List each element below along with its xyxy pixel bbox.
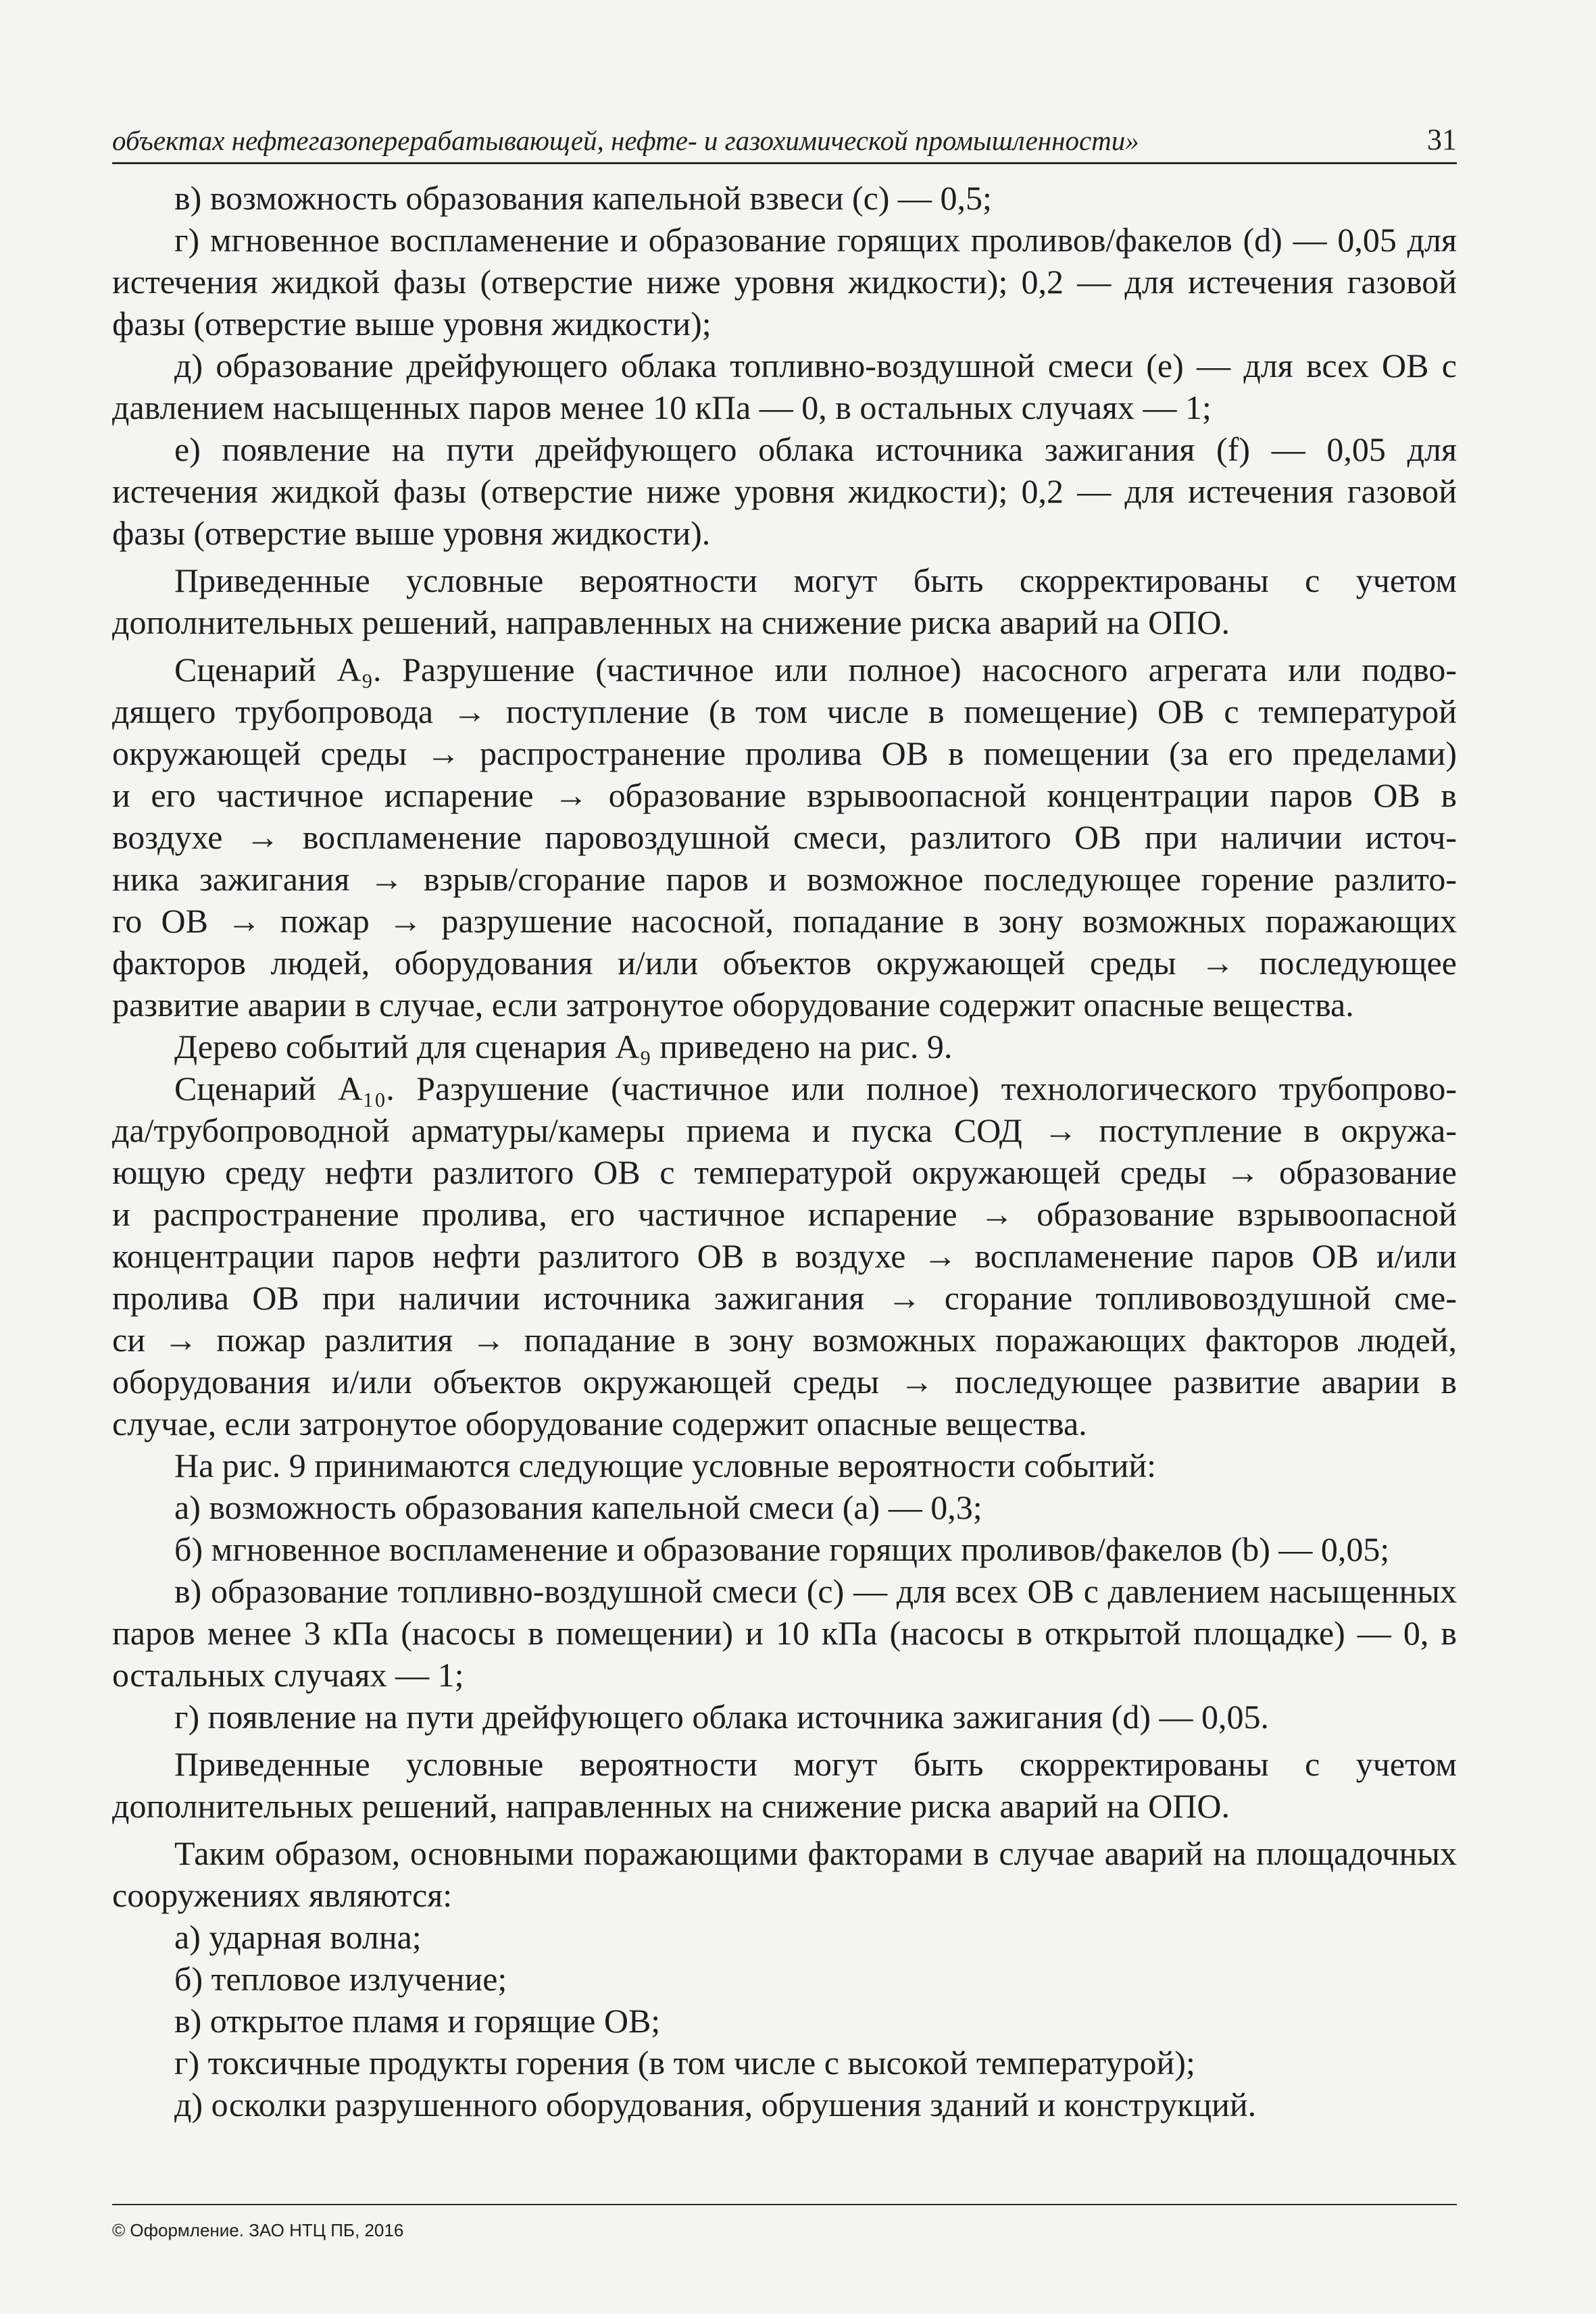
text-line: дящего трубопровода → поступление (в том числе в помещение) ОВ с температурой — [112, 693, 1457, 730]
list-item-open-flame: в) открытое пламя и горящие ОВ; — [174, 2002, 661, 2040]
list-item-fragments: д) осколки разрушенного оборудования, обрушения зданий и конструкций. — [174, 2086, 1257, 2123]
list-item-shock-wave: а) ударная волна; — [174, 1918, 422, 1956]
list-item-thermal-radiation: б) тепловое излучение; — [174, 1960, 507, 1998]
text-line: Сценарий А₉. Разрушение (частичное или полное) насосного агрегата или подво- — [174, 651, 1457, 688]
running-title: объектах нефтегазоперерабатывающей, нефте- и газохимической промышленности» — [112, 125, 1139, 156]
paragraph-probabilities-intro: На рис. 9 принимаются следующие условные вероятности событий: — [174, 1447, 1157, 1484]
page-header — [112, 122, 1457, 164]
text-line: оборудования и/или объектов окружающей среды → последующее развитие аварии в — [112, 1363, 1457, 1401]
text-line: го ОВ → пожар → разрушение насосной, попадание в зону возможных поражающих — [112, 902, 1457, 940]
paragraph-item-b: б) мгновенное воспламенение и образование горящих проливов/факелов (b) — 0,05; — [174, 1530, 1390, 1568]
list-item-toxic-products: г) токсичные продукты горения (в том числе с высокой температурой); — [174, 2044, 1195, 2082]
paragraph-item-a: а) возможность образования капельной смеси (a) — 0,3; — [174, 1488, 982, 1526]
text-line: факторов людей, оборудования и/или объектов окружающей среды → последующее — [112, 944, 1457, 982]
text-line: окружающей среды → распространение пролива ОВ в помещении (за его пределами) — [112, 734, 1457, 772]
text-line: да/трубопроводной арматуры/камеры приема и пуска СОД → поступление в окружа- — [112, 1111, 1457, 1149]
text-line: пролива ОВ при наличии источника зажигания → сгорание топливовоздушной сме- — [112, 1279, 1457, 1317]
text-line: развитие аварии в случае, если затронутое оборудование содержит опасные вещества. — [112, 986, 1354, 1024]
paragraph-item-e: е) появление на пути дрейфующего облака источника зажигания (f) — 0,05 для истечения жидкой фазы (отверстие ниже уровня жидкости); 0,2 — для истечения газовой фазы (отверстие выше уровня жидкости). — [112, 430, 1457, 552]
paragraph-scenario-a10 — [112, 1067, 1457, 1444]
paragraph-item-g2: г) появление на пути дрейфующего облака источника зажигания (d) — 0,05. — [174, 1698, 1269, 1736]
copyright-notice: © Оформление. ЗАО НТЦ ПБ, 2016 — [112, 2220, 404, 2240]
paragraph-item-v: в) возможность образования капельной взвеси (c) — 0,5; — [174, 179, 992, 217]
text-line: си → пожар разлития → попадание в зону возможных поражающих факторов людей, — [112, 1321, 1457, 1359]
text-line: и его частичное испарение → образование взрывоопасной концентрации паров ОВ в — [112, 776, 1457, 814]
paragraph-item-d: д) образование дрейфующего облака топливно-воздушной смеси (e) — для всех ОВ с давлением насыщенных паров менее 10 кПа — 0, в остальных случаях — 1; — [112, 347, 1457, 426]
text-line: ющую среду нефти разлитого ОВ с температурой окружающей среды → образование — [112, 1153, 1457, 1191]
paragraph-item-v2: в) образование топливно-воздушной смеси (c) — для всех ОВ с давлением насыщенных паров менее 3 кПа (насосы в помещении) и 10 кПа (насосы в открытой площадке) — 0, в остальных случаях — 1; — [112, 1572, 1457, 1694]
paragraph-damage-factors-intro: Таким образом, основными поражающими факторами в случае аварий на площадочных сооружениях являются: — [112, 1834, 1457, 1914]
paragraph-event-tree-a9: Дерево событий для сценария А₉ приведено на рис. 9. — [174, 1028, 953, 1065]
text-line: случае, если затронутое оборудование содержит опасные вещества. — [112, 1405, 1087, 1442]
page-number: 31 — [1427, 123, 1457, 156]
text-line: и распространение пролива, его частичное испарение → образование взрывоопасной — [112, 1195, 1457, 1233]
paragraph-probability-note-2: Приведенные условные вероятности могут быть скорректированы с учетом дополнительных решений, направленных на снижение риска аварий на ОПО. — [112, 1745, 1457, 1825]
page-body — [112, 177, 1457, 2126]
text-line: ника зажигания → взрыв/сгорание паров и возможное последующее горение разлито- — [112, 860, 1457, 898]
text-line: воздухе → воспламенение паровоздушной смеси, разлитого ОВ при наличии источ- — [112, 818, 1457, 856]
paragraph-item-g: г) мгновенное воспламенение и образование горящих проливов/факелов (d) — 0,05 для истечения жидкой фазы (отверстие ниже уровня жидкости); 0,2 — для истечения газовой фазы (отверстие выше уровня жидкости); — [112, 221, 1457, 343]
page-footer — [112, 2204, 1457, 2241]
text-line: концентрации паров нефти разлитого ОВ в воздухе → воспламенение паров ОВ и/или — [112, 1237, 1457, 1275]
paragraph-scenario-a9 — [112, 649, 1457, 1026]
text-line: Сценарий А₁₀. Разрушение (частичное или полное) технологического трубопрово- — [174, 1070, 1457, 1107]
paragraph-probability-note: Приведенные условные вероятности могут быть скорректированы с учетом дополнительных решений, направленных на снижение риска аварий на ОПО. — [112, 561, 1457, 641]
